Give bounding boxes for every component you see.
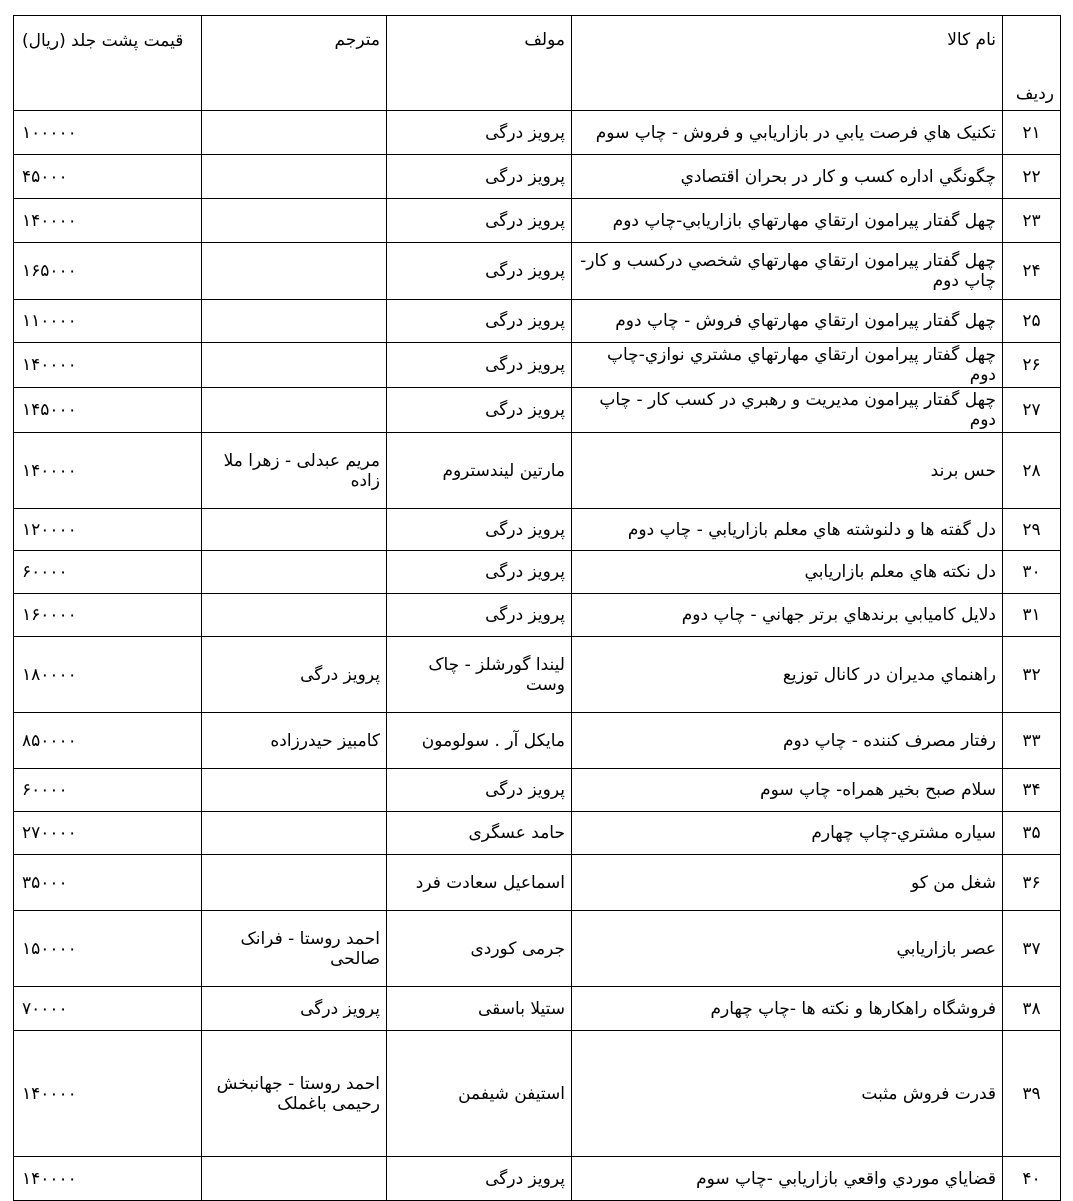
table-row xyxy=(14,111,1061,155)
cell-author: جرمی کوردی xyxy=(387,911,572,987)
cell-translator: احمد روستا - فرانک صالحی xyxy=(202,911,387,987)
cell-price: ۶۰۰۰۰ xyxy=(14,769,202,812)
cell-price: ۱۴۰۰۰۰ xyxy=(14,1157,202,1201)
cell-translator xyxy=(202,769,387,812)
cell-author: حامد عسگری xyxy=(387,812,572,855)
cell-author: استیفن شیفمن xyxy=(387,1031,572,1157)
cell-price: ۱۴۰۰۰۰ xyxy=(14,343,202,388)
cell-title: حس برند xyxy=(572,433,1003,509)
cell-author: پرويز درگی xyxy=(387,300,572,343)
header-author: مولف xyxy=(387,16,572,111)
cell-price: ۱۸۰۰۰۰ xyxy=(14,637,202,713)
cell-price: ۷۰۰۰۰ xyxy=(14,987,202,1031)
table-row xyxy=(14,1157,1061,1201)
cell-index: ۲۴ xyxy=(1003,243,1061,300)
cell-title: فروشگاه راهكارها و نكته ها -چاپ چهارم xyxy=(572,987,1003,1031)
cell-index: ۲۸ xyxy=(1003,433,1061,509)
cell-index: ۳۹ xyxy=(1003,1031,1061,1157)
table-row xyxy=(14,300,1061,343)
cell-price: ۱۲۰۰۰۰ xyxy=(14,509,202,551)
cell-index: ۳۴ xyxy=(1003,769,1061,812)
cell-index: ۲۵ xyxy=(1003,300,1061,343)
cell-title: چهل گفتار پيرامون ارتقاي مهارتهاي شخصي دركسب و كار- چاپ دوم xyxy=(572,243,1003,300)
cell-author: ستيلا باسقی xyxy=(387,987,572,1031)
cell-title: رفتار مصرف كننده - چاپ دوم xyxy=(572,713,1003,769)
cell-translator: كامبيز حيدرزاده xyxy=(202,713,387,769)
cell-title: تكنیک هاي فرصت يابي در بازاريابي و فروش - چاپ سوم xyxy=(572,111,1003,155)
cell-index: ۳۵ xyxy=(1003,812,1061,855)
cell-translator: مریم عبدلی - زهرا ملا زاده xyxy=(202,433,387,509)
cell-index: ۲۱ xyxy=(1003,111,1061,155)
cell-author: مايكل آر . سولومون xyxy=(387,713,572,769)
cell-author: پرويز درگی xyxy=(387,509,572,551)
table-row xyxy=(14,343,1061,388)
table-row xyxy=(14,509,1061,551)
cell-translator xyxy=(202,509,387,551)
cell-translator xyxy=(202,343,387,388)
cell-index: ۳۰ xyxy=(1003,551,1061,594)
book-price-table xyxy=(13,15,1061,1201)
cell-index: ۳۳ xyxy=(1003,713,1061,769)
cell-author: ليندا گورشلز - چاک وست xyxy=(387,637,572,713)
table-row xyxy=(14,243,1061,300)
cell-translator: پرويز درگی xyxy=(202,637,387,713)
cell-translator xyxy=(202,300,387,343)
cell-price: ۱۴۰۰۰۰ xyxy=(14,1031,202,1157)
cell-price: ۳۵۰۰۰ xyxy=(14,855,202,911)
cell-translator: پرويز درگی xyxy=(202,987,387,1031)
cell-translator xyxy=(202,111,387,155)
header-price: قیمت پشت جلد (ریال) xyxy=(14,16,202,111)
header-index: ردیف xyxy=(1003,16,1061,111)
cell-translator xyxy=(202,388,387,433)
cell-translator xyxy=(202,551,387,594)
header-translator: مترجم xyxy=(202,16,387,111)
cell-title: شغل من كو xyxy=(572,855,1003,911)
cell-author: مارتين ليندستروم xyxy=(387,433,572,509)
cell-translator xyxy=(202,812,387,855)
table-row xyxy=(14,551,1061,594)
cell-price: ۶۰۰۰۰ xyxy=(14,551,202,594)
cell-translator xyxy=(202,243,387,300)
table-header-row xyxy=(14,16,1061,111)
cell-index: ۴۰ xyxy=(1003,1157,1061,1201)
cell-title: دل گفته ها و دلنوشته هاي معلم بازاريابي - چاپ دوم xyxy=(572,509,1003,551)
table-row xyxy=(14,812,1061,855)
cell-author: پرويز درگی xyxy=(387,343,572,388)
cell-title: قضاياي موردي واقعي بازاريابي -چاپ سوم xyxy=(572,1157,1003,1201)
cell-title: چهل گفتار پيرامون ارتقاي مهارتهاي بازاريابي-چاپ دوم xyxy=(572,199,1003,243)
table-row xyxy=(14,911,1061,987)
cell-index: ۳۸ xyxy=(1003,987,1061,1031)
cell-price: ۲۷۰۰۰۰ xyxy=(14,812,202,855)
cell-title: دلايل كاميابي برندهاي برتر جهاني - چاپ دوم xyxy=(572,594,1003,637)
cell-title: چهل گفتار پيرامون مديريت و رهبري در كسب كار - چاپ دوم xyxy=(572,388,1003,433)
cell-author: پرويز درگی xyxy=(387,155,572,199)
cell-author: پرويز درگی xyxy=(387,769,572,812)
cell-translator xyxy=(202,855,387,911)
table-row xyxy=(14,155,1061,199)
cell-translator xyxy=(202,1157,387,1201)
cell-author: پرويز درگی xyxy=(387,199,572,243)
cell-author: پرويز درگی xyxy=(387,388,572,433)
cell-title: چگونگي اداره كسب و كار در بحران اقتصادي xyxy=(572,155,1003,199)
table-row xyxy=(14,637,1061,713)
cell-title: راهنماي مديران در كانال توزيع xyxy=(572,637,1003,713)
cell-index: ۳۱ xyxy=(1003,594,1061,637)
cell-index: ۳۷ xyxy=(1003,911,1061,987)
cell-price: ۱۴۵۰۰۰ xyxy=(14,388,202,433)
table-row xyxy=(14,594,1061,637)
cell-title: عصر بازاريابي xyxy=(572,911,1003,987)
table-row xyxy=(14,1031,1061,1157)
table-row xyxy=(14,987,1061,1031)
cell-translator xyxy=(202,155,387,199)
cell-price: ۱۵۰۰۰۰ xyxy=(14,911,202,987)
cell-price: ۱۶۵۰۰۰ xyxy=(14,243,202,300)
cell-translator xyxy=(202,594,387,637)
table-row xyxy=(14,713,1061,769)
table-body xyxy=(14,111,1061,1201)
cell-author: پرويز درگی xyxy=(387,111,572,155)
cell-translator xyxy=(202,199,387,243)
cell-author: پرويز درگی xyxy=(387,1157,572,1201)
cell-index: ۲۷ xyxy=(1003,388,1061,433)
table-row xyxy=(14,769,1061,812)
cell-author: اسماعیل سعادت فرد xyxy=(387,855,572,911)
cell-translator: احمد روستا - جهانبخش رحیمی باغملک xyxy=(202,1031,387,1157)
cell-title: سياره مشتري-چاپ چهارم xyxy=(572,812,1003,855)
table-row xyxy=(14,855,1061,911)
cell-title: قدرت فروش مثبت xyxy=(572,1031,1003,1157)
cell-price: ۱۰۰۰۰۰ xyxy=(14,111,202,155)
cell-author: پرويز درگی xyxy=(387,243,572,300)
table-row xyxy=(14,433,1061,509)
cell-author: پرويز درگی xyxy=(387,551,572,594)
cell-price: ۱۱۰۰۰۰ xyxy=(14,300,202,343)
cell-index: ۲۲ xyxy=(1003,155,1061,199)
cell-price: ۱۴۰۰۰۰ xyxy=(14,199,202,243)
cell-index: ۳۶ xyxy=(1003,855,1061,911)
cell-price: ۴۵۰۰۰ xyxy=(14,155,202,199)
cell-price: ۱۶۰۰۰۰ xyxy=(14,594,202,637)
cell-title: چهل گفتار پيرامون ارتقاي مهارتهاي فروش - چاپ دوم xyxy=(572,300,1003,343)
cell-index: ۲۳ xyxy=(1003,199,1061,243)
cell-index: ۲۹ xyxy=(1003,509,1061,551)
price-list-sheet xyxy=(13,15,1060,1201)
cell-index: ۳۲ xyxy=(1003,637,1061,713)
cell-title: دل نكته هاي معلم بازاريابي xyxy=(572,551,1003,594)
cell-price: ۱۴۰۰۰۰ xyxy=(14,433,202,509)
cell-index: ۲۶ xyxy=(1003,343,1061,388)
cell-title: چهل گفتار پيرامون ارتقاي مهارتهاي مشتري نوازي-چاپ دوم xyxy=(572,343,1003,388)
cell-author: پرويز درگی xyxy=(387,594,572,637)
header-title: نام كالا xyxy=(572,16,1003,111)
table-row xyxy=(14,199,1061,243)
table-row xyxy=(14,388,1061,433)
cell-price: ۸۵۰۰۰۰ xyxy=(14,713,202,769)
cell-title: سلام صبح بخير همراه- چاپ سوم xyxy=(572,769,1003,812)
